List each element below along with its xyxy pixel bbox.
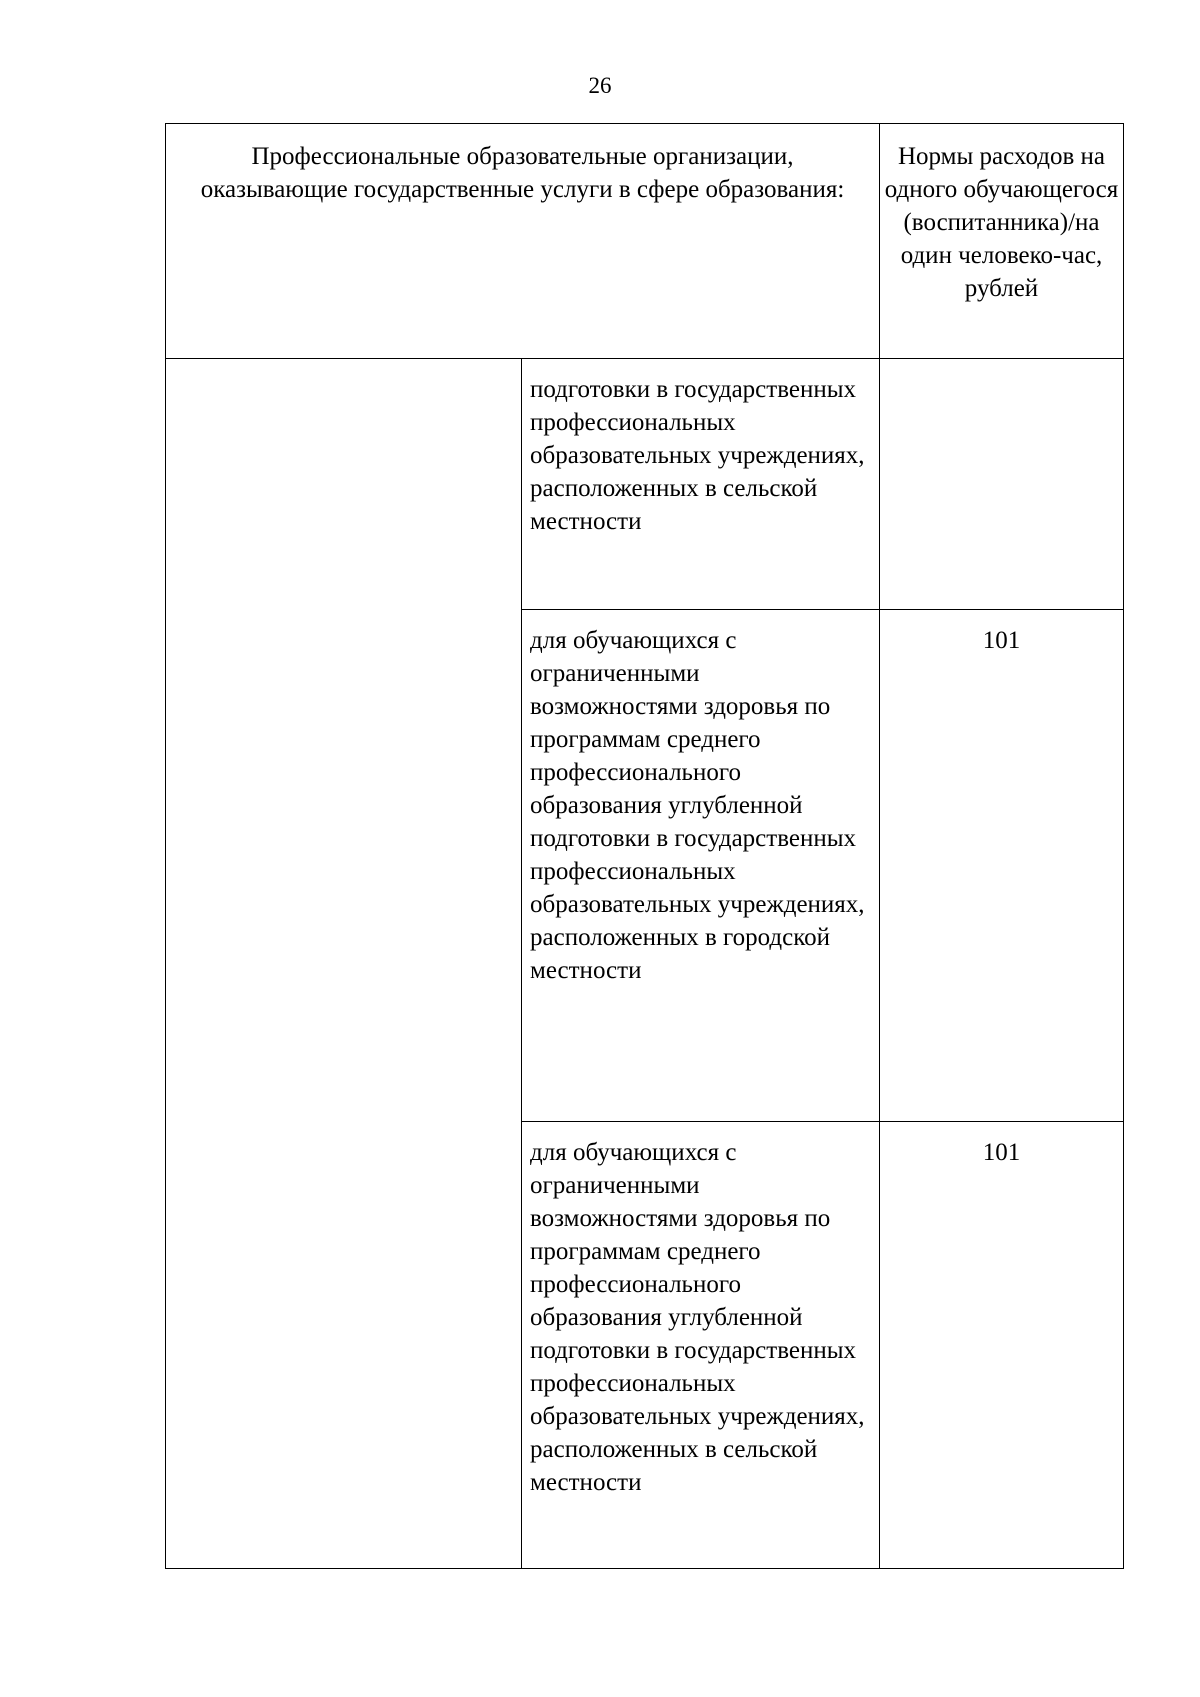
row-description: для обучающихся с ограниченными возможностями здоровья по программам среднего профессионального образования углубленной подготовки в государственных профессиональных образовательных учреждениях, расположенных в сельской местности — [522, 1122, 880, 1569]
merged-category-cell — [166, 359, 522, 1569]
row-description: подготовки в государственных профессиональных образовательных учреждениях, расположенных в сельской местности — [522, 359, 880, 610]
row-description: для обучающихся с ограниченными возможностями здоровья по программам среднего профессионального образования углубленной подготовки в государственных профессиональных образовательных учреждениях, расположенных в городской местности — [522, 610, 880, 1122]
table-row — [166, 359, 1124, 610]
header-organizations: Профессиональные образовательные организации, оказывающие государственные услуги в сфере образования: — [166, 124, 880, 359]
table-header-row — [166, 124, 1124, 359]
page-number: 26 — [588, 73, 612, 98]
norms-table — [165, 123, 1124, 1569]
row-value: 101 — [880, 1122, 1124, 1569]
header-norms: Нормы расходов на одного обучающегося (воспитанника)/на один человеко-час, рублей — [880, 124, 1124, 359]
row-value — [880, 359, 1124, 610]
row-value: 101 — [880, 610, 1124, 1122]
